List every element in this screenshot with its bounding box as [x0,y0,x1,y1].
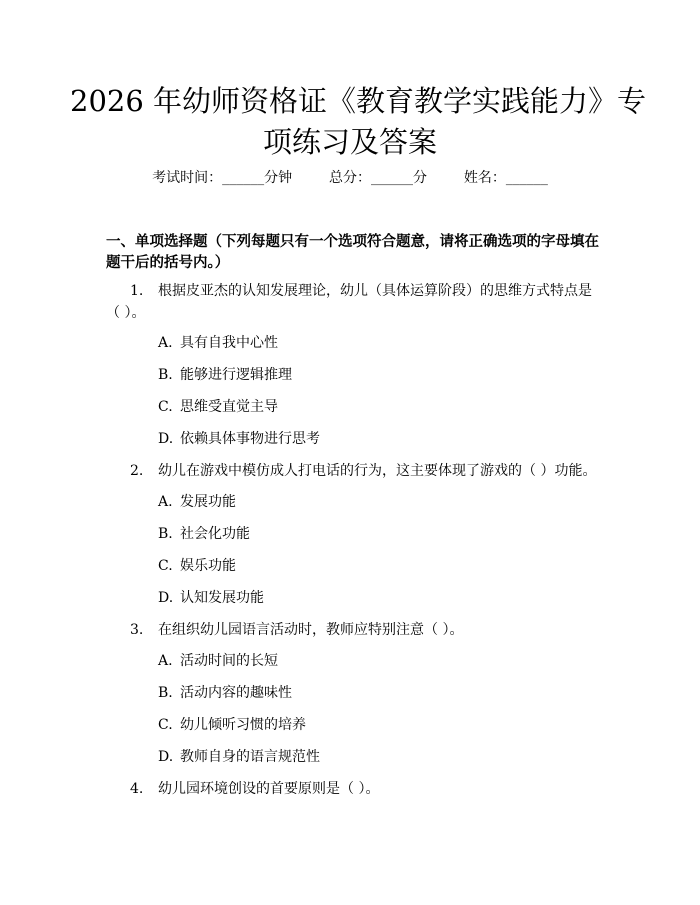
question-number: 2. [130,463,144,479]
question-number: 4. [130,781,144,797]
score-blank: ______ [371,170,413,186]
option-letter: C. [158,399,173,415]
option-letter: B. [158,526,173,542]
option-letter: C. [158,717,173,733]
option-letter: A. [158,335,173,351]
option-text: 娱乐功能 [180,558,236,574]
time-label: 考试时间： [152,170,223,186]
option-text: 幼儿倾听习惯的培养 [180,717,306,733]
option-letter: B. [158,367,173,383]
section-heading: 一、单项选择题（下列每题只有一个选项符合题意，请将正确选项的字母填在题干后的括号内。） [106,234,599,271]
option-letter: A. [158,653,173,669]
option-text: 活动内容的趣味性 [180,685,292,701]
question-text: 在组织幼儿园语言活动时，教师应特别注意（ ）。 [158,622,464,638]
time-blank: ______ [222,170,265,186]
time-unit: 分钟 [264,170,293,186]
name-blank: ______ [505,170,548,186]
page-title-line-2: 项练习及答案 [262,125,437,159]
option-text: 发展功能 [180,494,236,510]
page-title-line-1: 2026 年幼师资格证《教育教学实践能力》专 [70,84,647,118]
score-label: 总分： [329,170,371,186]
option-text: 社会化功能 [180,526,250,542]
option-letter: A. [158,494,173,510]
question-text: 根据皮亚杰的认知发展理论，幼儿（具体运算阶段）的思维方式特点是 [158,283,592,299]
score-unit: 分 [413,170,427,186]
option-text: 思维受直觉主导 [180,399,278,415]
option-text: 能够进行逻辑推理 [180,367,292,383]
option-letter: D. [158,431,174,447]
question-number: 3. [130,622,144,638]
option-text: 具有自我中心性 [180,335,278,351]
option-letter: C. [158,558,173,574]
option-text: 依赖具体事物进行思考 [180,431,320,447]
option-text: 教师自身的语言规范性 [180,749,320,765]
exam-meta-line [0,168,700,188]
question-text-continued: （ ）。 [106,305,146,321]
option-letter: D. [158,749,174,765]
question-text: 幼儿园环境创设的首要原则是（ ）。 [158,781,380,797]
name-label: 姓名： [463,170,506,186]
option-text: 活动时间的长短 [180,653,278,669]
option-text: 认知发展功能 [180,590,264,606]
question-text: 幼儿在游戏中模仿成人打电话的行为，这主要体现了游戏的（ ）功能。 [158,463,597,479]
question-number: 1. [130,283,144,299]
option-letter: D. [158,590,174,606]
option-letter: B. [158,685,173,701]
